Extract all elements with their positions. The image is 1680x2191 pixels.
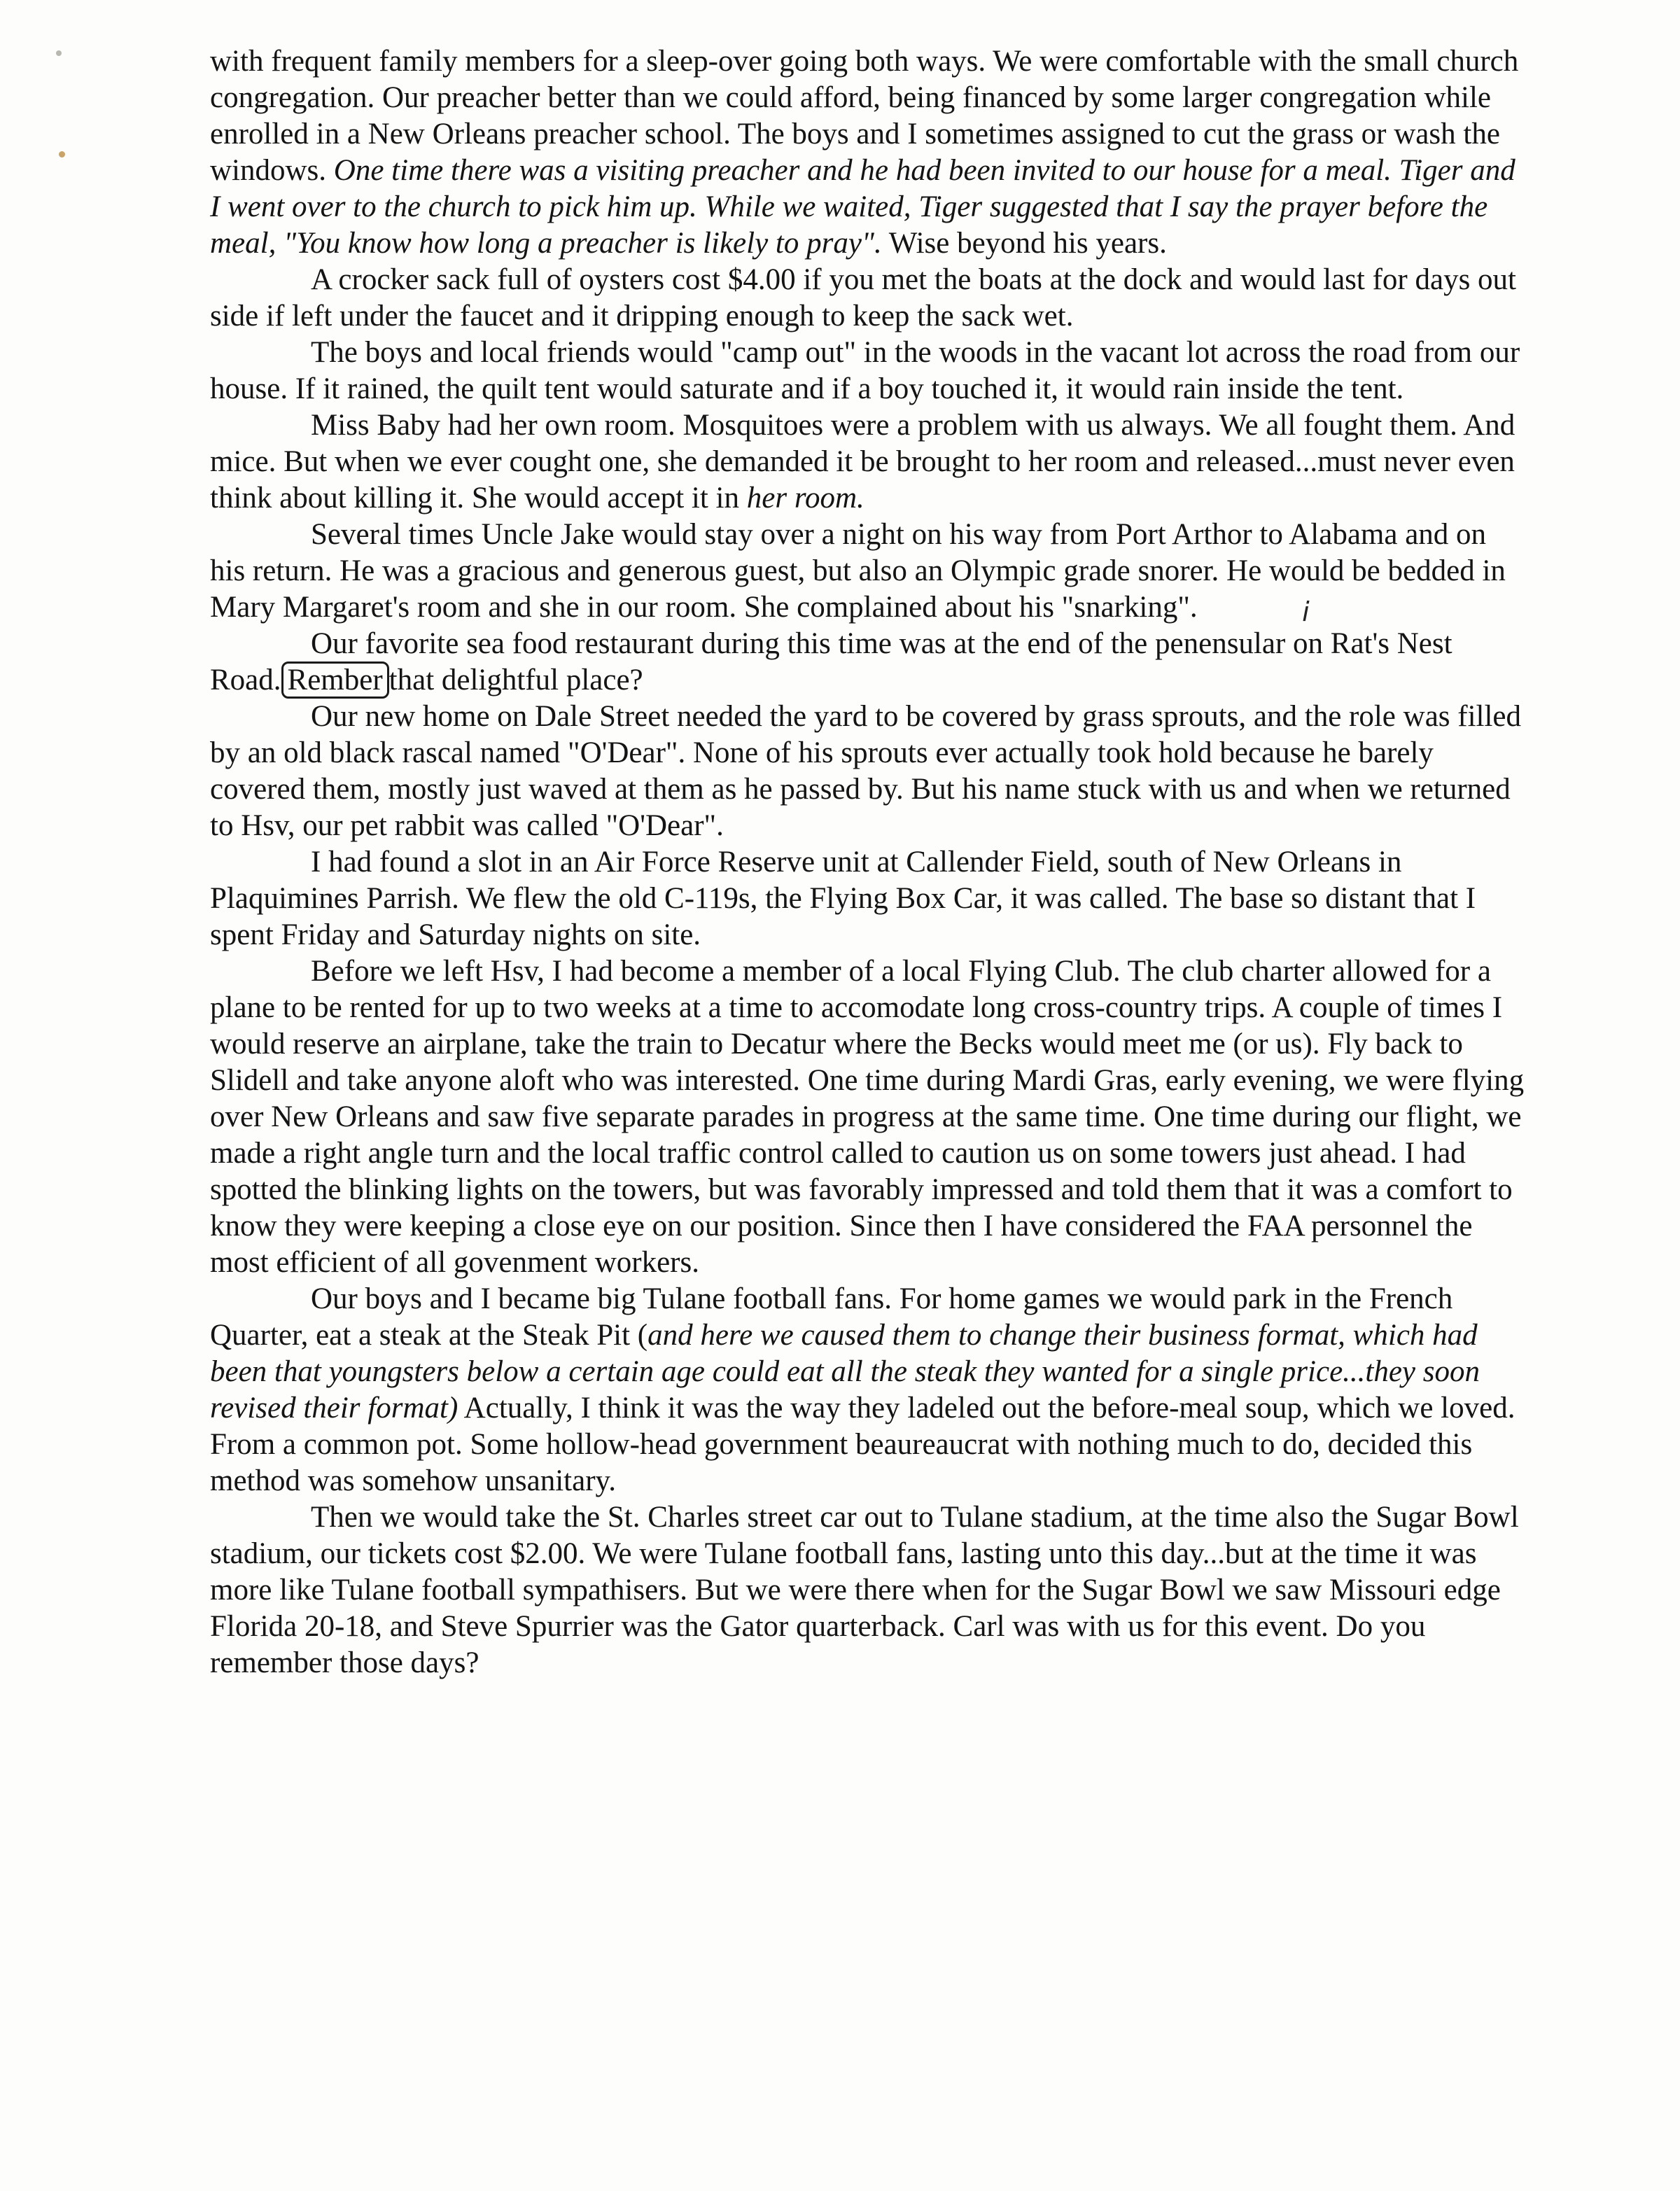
paragraph-1-tail: Wise beyond his years. (881, 227, 1167, 260)
paragraph-5: Several times Uncle Jake would stay over a night on his way from Port Arthor to Alabama and on his return. He was a gracious and generous guest, but also an Olympic grade snorer. He would be bedded in Mary Margaret's room and she in our room. She complained about his "snarking". (210, 518, 1506, 624)
document-body (210, 43, 1526, 1681)
scan-speck-top (56, 50, 62, 56)
corrected-letter: e (1198, 627, 1212, 660)
paragraph-1-text: with frequent family members for a sleep-over going both ways. We were comfortable with the small church congregation. Our preacher better than we could afford, being financed by some larger congregation while enrolled in a New Orleans preacher school. The boys and I sometimes assigned to cut the grass or wash the windows. (210, 45, 1519, 187)
paragraph-4-text: Miss Baby had her own room. Mosquitoes were a problem with us always. We all fought them. And mice. But when we ever cought one, she demanded it be brought to her room and released...must never even think about killing it. She would accept it in (210, 409, 1516, 514)
paragraph-8: I had found a slot in an Air Force Reserve unit at Callender Field, south of New Orleans in Plaquimines Parrish. We flew the old C-119s, the Flying Box Car, it was called. The base so distant that I spent Friday and Saturday nights on site. (210, 846, 1476, 951)
paragraph-10-tail: Actually, I think it was the way they ladeled out the before-meal soup, which we loved. From a common pot. Some hollow-head government beaureaucrat with nothing much to do, decided this method was somehow unsanitary. (210, 1392, 1516, 1497)
handwritten-i: i (1302, 596, 1310, 627)
paragraph-10-text: Our boys and I became big Tulane football fans. For home games we would park in the French Quarter, eat a steak at the Steak Pit ( (210, 1282, 1453, 1352)
paragraph-4-italic: her room. (746, 482, 864, 514)
paragraph-4 (210, 407, 1526, 517)
paragraph-10-italic: and here we caused them to change their business format, which had been that youngsters below a certain age could eat all the steak they wanted for a single price...they soon revised their format) (210, 1319, 1480, 1424)
handwritten-correction (1198, 596, 1310, 660)
scan-speck-mid (59, 151, 65, 158)
paragraph-11: Then we would take the St. Charles street car out to Tulane stadium, at the time also the Sugar Bowl stadium, our tickets cost $2.00. We were Tulane football fans, lasting unto this day...but at the time it was more like Tulane football sympathisers. But we were there when for the Sugar Bowl we saw Missouri edge Florida 20-18, and Steve Spurrier was the Gator quarterback. Carl was with us for this event. Do you remember those days? (210, 1501, 1519, 1679)
paragraph-6 (210, 596, 1526, 699)
paragraph-2: A crocker sack full of oysters cost $4.00 if you met the boats at the dock and would last for days out side if left under the faucet and it dripping enough to keep the sack wet. (210, 263, 1516, 332)
paragraph-6-text: Our favorite sea food restaurant during this time was at the end of the pen (311, 627, 1199, 660)
handwritten-box-rember: Rember (281, 662, 389, 699)
paragraph-1 (210, 43, 1526, 262)
paragraph-6-tail: that delightful place? (388, 664, 643, 696)
paragraph-10 (210, 1281, 1526, 1499)
paragraph-1-italic: One time there was a visiting preacher and he had been invited to our house for a meal. Tiger and I went over to the church to pick him up. While we waited, Tiger suggested that I say the prayer before the meal, "You know how long a preacher is likely to pray". (210, 154, 1516, 260)
paragraph-6-text-2: nsular on Rat's Nest Road. (210, 627, 1452, 696)
paragraph-9: Before we left Hsv, I had become a member of a local Flying Club. The club charter allowed for a plane to be rented for up to two weeks at a time to accomodate long cross-country trips. A couple of times I would reserve an airplane, take the train to Decatur where the Becks would meet me (or us). Fly back to Slidell and take anyone aloft who was interested. One time during Mardi Gras, early evening, we were flying over New Orleans and saw five separate parades in progress at the same time. One time during our flight, we made a right angle turn and the local traffic control called to caution us on some towers just ahead. I had spotted the blinking lights on the towers, but was favorably impressed and told them that it was a comfort to know they were keeping a close eye on our position. Since then I have considered the FAA personnel the most efficient of all govenment workers. (210, 955, 1525, 1279)
paragraph-3: The boys and local friends would "camp out" in the woods in the vacant lot across the road from our house. If it rained, the quilt tent would saturate and if a boy touched it, it would rain inside the tent. (210, 336, 1520, 405)
paragraph-7: Our new home on Dale Street needed the yard to be covered by grass sprouts, and the role was filled by an old black rascal named "O'Dear". None of his sprouts ever actually took hold because he barely covered them, mostly just waved at them as he passed by. But his name stuck with us and when we returned to Hsv, our pet rabbit was called "O'Dear". (210, 700, 1522, 842)
